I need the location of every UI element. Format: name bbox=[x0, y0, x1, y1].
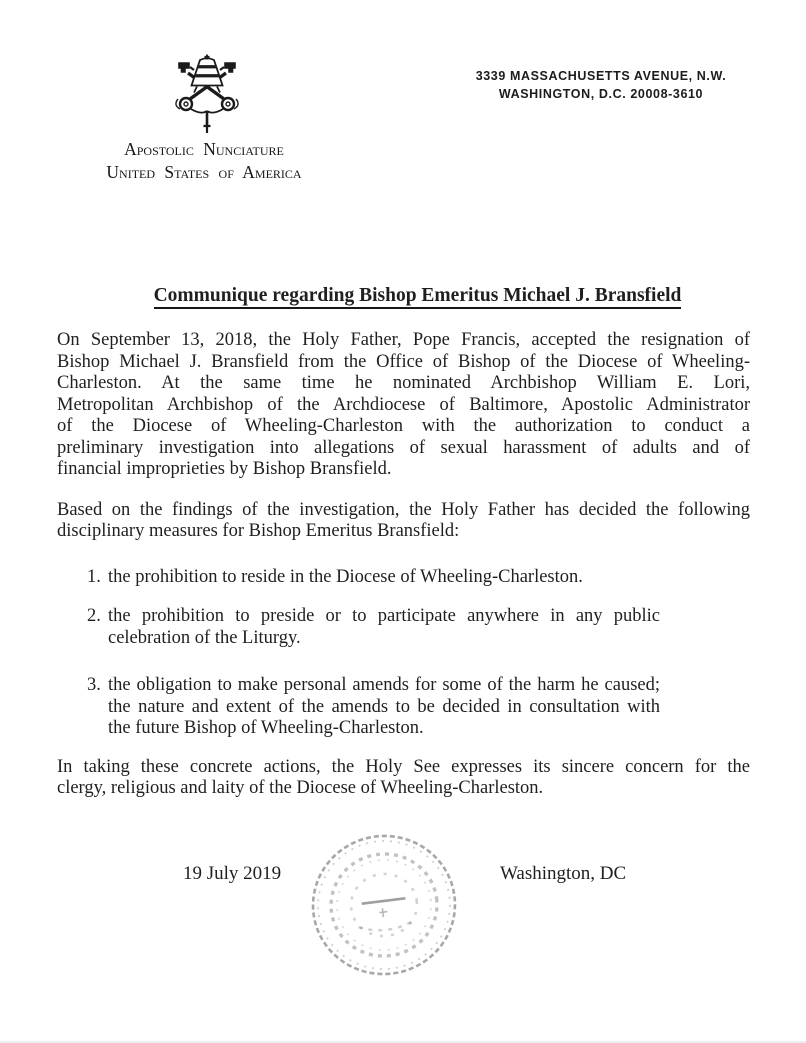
text-line: Metropolitan Archbishop of the Archdiocese of Baltimore, Apostolic Administrator bbox=[57, 394, 750, 415]
address-line-2: WASHINGTON, D.C. 20008-3610 bbox=[498, 86, 704, 101]
text-line: Based on the findings of the investigation, the Holy Father has decided the following bbox=[57, 499, 750, 520]
text-line: the prohibition to reside in the Diocese of Wheeling-Charleston. bbox=[108, 566, 583, 587]
list-item-number: 2. bbox=[87, 606, 101, 626]
text-line: of the Diocese of Wheeling-Charleston with the authorization to conduct a bbox=[57, 416, 750, 436]
text-line: Charleston. At the same time he nominated Archbishop William E. Lori, bbox=[57, 373, 750, 393]
paragraph-findings bbox=[57, 500, 750, 543]
list-item-number: 1. bbox=[87, 566, 101, 587]
document-title bbox=[71, 284, 764, 308]
letter-place: Washington, DC bbox=[500, 863, 627, 884]
text-line: the future Bishop of Wheeling-Charleston. bbox=[108, 718, 424, 738]
text-line: celebration of the Liturgy. bbox=[108, 627, 301, 648]
letter-body bbox=[57, 0, 750, 800]
organization-country: United States of America bbox=[106, 161, 302, 182]
text-line: Bishop Michael J. Bransfield from the Office of Bishop of the Diocese of Wheeling- bbox=[57, 351, 750, 372]
list-item-number: 3. bbox=[87, 675, 101, 695]
text-line: disciplinary measures for Bishop Emeritus Bransfield: bbox=[57, 521, 460, 541]
signature-block bbox=[57, 830, 750, 990]
paragraph-resignation bbox=[57, 330, 750, 481]
list-item-2 bbox=[57, 606, 750, 649]
list-item-1 bbox=[57, 567, 750, 589]
text-line: preliminary investigation into allegations of sexual harassment of adults and of bbox=[57, 437, 750, 458]
text-line: In taking these concrete actions, the Holy See expresses its sincere concern for the bbox=[57, 756, 750, 777]
nunciature-seal-stamp-icon bbox=[308, 830, 460, 980]
text-line: On September 13, 2018, the Holy Father, Pope Francis, accepted the resignation of bbox=[57, 330, 750, 350]
text-line: the nature and extent of the amends to be decided in consultation with bbox=[108, 696, 660, 717]
text-line: financial improprieties by Bishop Bransfield. bbox=[57, 459, 392, 479]
document-title-text: Communique regarding Bishop Emeritus Michael J. Bransfield bbox=[154, 285, 682, 309]
letter-date: 19 July 2019 bbox=[183, 863, 282, 884]
address-line-1: 3339 MASSACHUSETTS AVENUE, N.W. bbox=[475, 69, 727, 83]
text-line: clergy, religious and laity of the Diocese of Wheeling-Charleston. bbox=[57, 778, 544, 798]
disciplinary-measures-list bbox=[57, 567, 750, 740]
text-line: the prohibition to preside or to participate anywhere in any public bbox=[108, 606, 660, 626]
organization-name: Apostolic Nunciature bbox=[124, 139, 284, 159]
paragraph-closing bbox=[57, 757, 750, 800]
text-line: the obligation to make personal amends for some of the harm he caused; bbox=[108, 675, 660, 695]
list-item-3 bbox=[57, 675, 750, 740]
